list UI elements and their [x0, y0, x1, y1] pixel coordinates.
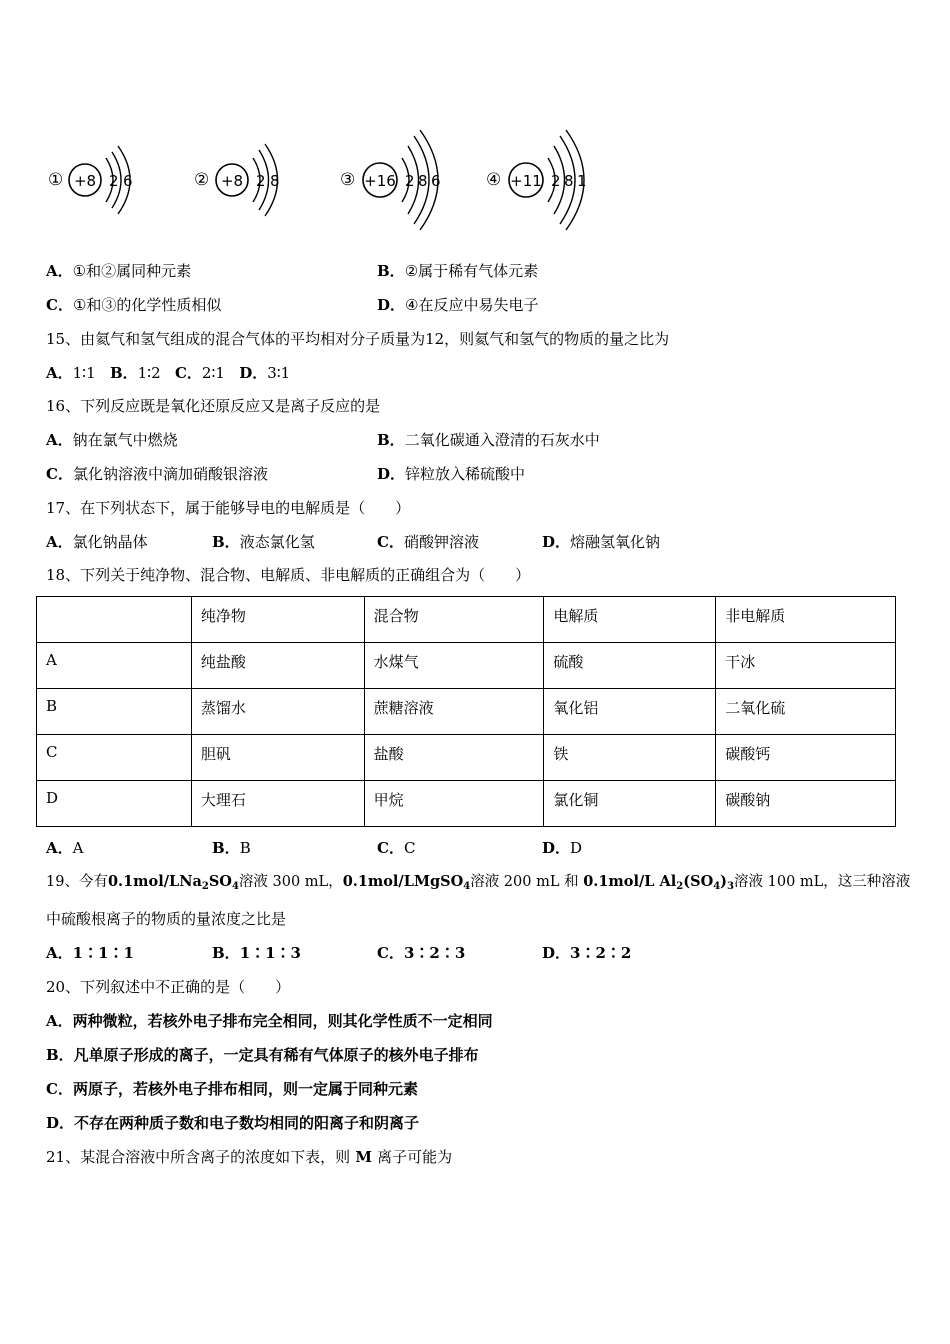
q17-option-d: D．熔融氢氧化钠 [542, 533, 661, 551]
nucleus-charge: +16 [364, 172, 396, 190]
table-cell: 干冰 [716, 643, 896, 689]
table-header-cell: 混合物 [364, 597, 544, 643]
table-cell: 蒸馏水 [191, 689, 364, 735]
q20-option-c: C．两原子，若核外电子排布相同，则一定属于同种元素 [46, 1080, 418, 1098]
q16-option-d: D．锌粒放入稀硫酸中 [377, 465, 526, 483]
shell-electrons: 8 [270, 172, 280, 190]
shell-electrons: 1 [577, 172, 587, 190]
atom-label: ③ [340, 170, 356, 190]
table-cell: 胆矾 [191, 735, 364, 781]
q19-option-a: A．1∶1∶1 [46, 944, 134, 962]
q14-option-c: C．①和③的化学性质相似 [46, 296, 222, 314]
q19-option-c: C．3∶2∶3 [377, 944, 466, 962]
table-row [37, 689, 896, 735]
shell-electrons: 2 [405, 172, 415, 190]
atom-label: ② [194, 170, 210, 190]
table-row [37, 735, 896, 781]
table-cell: A [37, 643, 192, 689]
table-cell: D [37, 781, 192, 827]
atom-diagram-4 [486, 128, 596, 228]
shell-electrons: 8 [418, 172, 428, 190]
q20-option-a: A．两种微粒，若核外电子排布完全相同，则其化学性质不一定相同 [46, 1012, 493, 1030]
q14-option-a: A．①和②属同种元素 [46, 262, 192, 280]
shell-electrons: 8 [564, 172, 574, 190]
q19-stem-line1: 19、今有$0.1mol/LNa_2SO_4$溶液 300 mL，0.1mol/LMgSO$_4$溶液 200 mL 和 0.1mol/L $Al_2(SO_4)_3$溶液 100 mL，这三种溶液 [46, 873, 911, 892]
atom-diagram-3 [340, 128, 450, 228]
q16-stem: 16、下列反应既是氧化还原反应又是离子反应的是 [46, 397, 381, 415]
shell-electrons: 2 [551, 172, 561, 190]
table-cell: 铁 [544, 735, 716, 781]
q18-option-d: D．D [542, 839, 583, 857]
table-cell: 氯化铜 [544, 781, 716, 827]
table-header-row [37, 597, 896, 643]
q19-option-d: D．3∶2∶2 [542, 944, 632, 962]
table-cell: 碳酸钙 [716, 735, 896, 781]
shell-electrons: 2 [256, 172, 266, 190]
table-cell: 硫酸 [544, 643, 716, 689]
table-cell: 盐酸 [364, 735, 544, 781]
q17-option-a: A．氯化钠晶体 [46, 533, 148, 551]
table-cell: 蔗糖溶液 [364, 689, 544, 735]
table-cell: 碳酸钠 [716, 781, 896, 827]
q18-table [36, 596, 896, 827]
q14-option-b: B．②属于稀有气体元素 [377, 262, 539, 280]
q17-option-c: C．硝酸钾溶液 [377, 533, 479, 551]
table-cell: 大理石 [191, 781, 364, 827]
q20-option-b: B．凡单原子形成的离子，一定具有稀有气体原子的核外电子排布 [46, 1046, 479, 1064]
table-header-cell [37, 597, 192, 643]
table-cell: 水煤气 [364, 643, 544, 689]
table-header-cell: 电解质 [544, 597, 716, 643]
table-cell: B [37, 689, 192, 735]
q19-stem-line2: 中硫酸根离子的物质的量浓度之比是 [46, 910, 287, 928]
shell-electrons: 6 [431, 172, 441, 190]
q17-option-b: B．液态氯化氢 [212, 533, 315, 551]
q19-option-b: B．1∶1∶3 [212, 944, 301, 962]
q20-stem: 20、下列叙述中不正确的是（ ） [46, 978, 291, 996]
table-row [37, 643, 896, 689]
atom-diagram-1 [48, 128, 148, 228]
shell-electrons: 6 [123, 172, 133, 190]
shell-electrons: 2 [109, 172, 119, 190]
table-cell: 二氧化硫 [716, 689, 896, 735]
q18-option-b: B．B [212, 839, 251, 857]
table-cell: 纯盐酸 [191, 643, 364, 689]
table-cell: 氧化铝 [544, 689, 716, 735]
q20-option-d: D．不存在两种质子数和电子数均相同的阳离子和阴离子 [46, 1114, 420, 1132]
atom-label: ① [48, 170, 64, 190]
q15-options: A．1∶1 B．1∶2 C．2∶1 D．3∶1 [46, 364, 291, 382]
q18-option-c: C．C [377, 839, 416, 857]
atom-diagram-2 [194, 128, 294, 228]
q18-option-a: A．A [46, 839, 84, 857]
nucleus-charge: +8 [220, 172, 244, 190]
nucleus-charge: +8 [73, 172, 97, 190]
table-row [37, 781, 896, 827]
q18-stem: 18、下列关于纯净物、混合物、电解质、非电解质的正确组合为（ ） [46, 566, 531, 584]
table-cell: C [37, 735, 192, 781]
nucleus-charge: +11 [510, 172, 542, 190]
q16-option-c: C．氯化钠溶液中滴加硝酸银溶液 [46, 465, 268, 483]
atom-label: ④ [486, 170, 502, 190]
q21-stem: 21、某混合溶液中所含离子的浓度如下表，则 M 离子可能为 [46, 1148, 453, 1166]
q15-stem: 15、由氦气和氢气组成的混合气体的平均相对分子质量为12，则氦气和氢气的物质的量之比为 [46, 330, 670, 348]
q14-option-d: D．④在反应中易失电子 [377, 296, 539, 314]
table-header-cell: 纯净物 [191, 597, 364, 643]
table-header-cell: 非电解质 [716, 597, 896, 643]
q16-option-b: B．二氧化碳通入澄清的石灰水中 [377, 431, 600, 449]
q16-option-a: A．钠在氯气中燃烧 [46, 431, 178, 449]
q17-stem: 17、在下列状态下，属于能够导电的电解质是（ ） [46, 499, 411, 517]
table-cell: 甲烷 [364, 781, 544, 827]
